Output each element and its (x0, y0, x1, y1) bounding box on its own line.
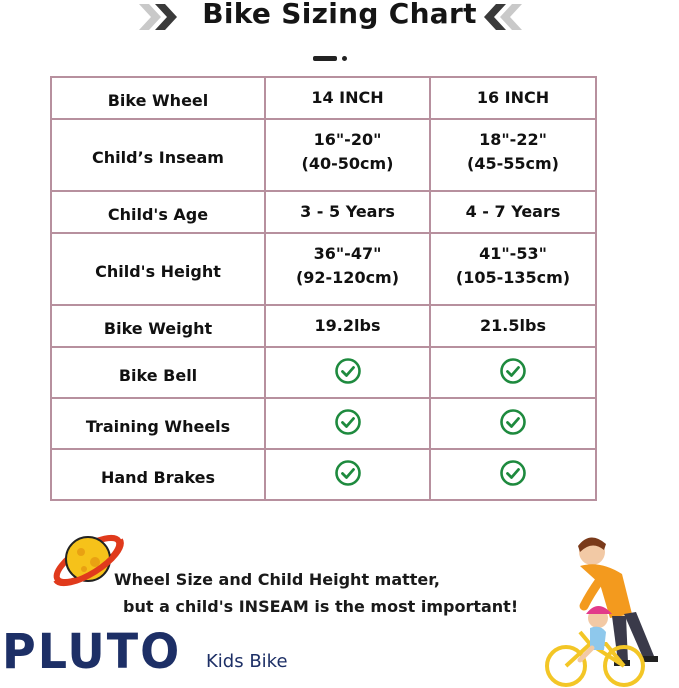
cell-16-inch (430, 305, 596, 347)
double-chevron-left-icon (478, 2, 524, 32)
check-cell (430, 449, 596, 500)
cell-14-inch (265, 191, 430, 233)
note-line-1: Wheel Size and Child Height matter, (114, 570, 440, 589)
cell-line: 18"-22" (479, 130, 547, 150)
title-divider (313, 56, 337, 61)
cell-14-inch (265, 305, 430, 347)
cell-line: 3 - 5 Years (300, 202, 395, 222)
check-icon (334, 408, 362, 436)
check-icon (334, 459, 362, 487)
cell-line: (92-120cm) (295, 268, 400, 288)
header (0, 0, 679, 34)
check-cell (265, 449, 430, 500)
note-line-2: but a child's INSEAM is the most important! (123, 597, 519, 616)
cell-14-inch (265, 233, 430, 305)
sizing-table (50, 76, 597, 501)
cell-line: 41"-53" (479, 244, 547, 264)
cell-line: (40-50cm) (301, 154, 394, 174)
cell-line: 36"-47" (313, 244, 382, 264)
check-icon (499, 459, 527, 487)
check-cell (430, 347, 596, 398)
cell-16-inch (430, 233, 596, 305)
cell-line: (45-55cm) (467, 154, 559, 174)
check-cell (265, 398, 430, 449)
cell-line: 21.5lbs (480, 316, 546, 336)
row-label: Child’s Inseam (51, 119, 265, 191)
brand-logo: PLUTO (2, 622, 182, 680)
check-icon (499, 408, 527, 436)
header-label: Bike Wheel (51, 77, 265, 119)
title-divider-dot (342, 56, 347, 61)
check-icon (499, 357, 527, 385)
row-label: Hand Brakes (51, 449, 265, 500)
cell-14-inch (265, 119, 430, 191)
header-16-inch: 16 INCH (430, 77, 596, 119)
row-label: Bike Bell (51, 347, 265, 398)
cell-line: 19.2lbs (314, 316, 381, 336)
table-row (51, 119, 596, 191)
check-icon (334, 357, 362, 385)
cell-16-inch (430, 119, 596, 191)
row-label: Child's Age (51, 191, 265, 233)
cell-line: 4 - 7 Years (465, 202, 561, 222)
table-row (51, 449, 596, 500)
check-cell (265, 347, 430, 398)
brand-tagline: Kids Bike (206, 651, 288, 672)
cell-16-inch (430, 191, 596, 233)
row-label: Bike Weight (51, 305, 265, 347)
table-row (51, 233, 596, 305)
table-header-row (51, 77, 596, 119)
row-label: Training Wheels (51, 398, 265, 449)
row-label: Child's Height (51, 233, 265, 305)
page-title: Bike Sizing Chart (202, 0, 477, 30)
parent-child-riding-bike-illustration (540, 532, 679, 688)
table-row (51, 398, 596, 449)
cell-line: 16"-20" (313, 130, 382, 150)
header-14-inch: 14 INCH (265, 77, 430, 119)
check-cell (430, 398, 596, 449)
table-row (51, 191, 596, 233)
cell-line: (105-135cm) (455, 268, 571, 288)
table-row (51, 347, 596, 398)
table-row (51, 305, 596, 347)
